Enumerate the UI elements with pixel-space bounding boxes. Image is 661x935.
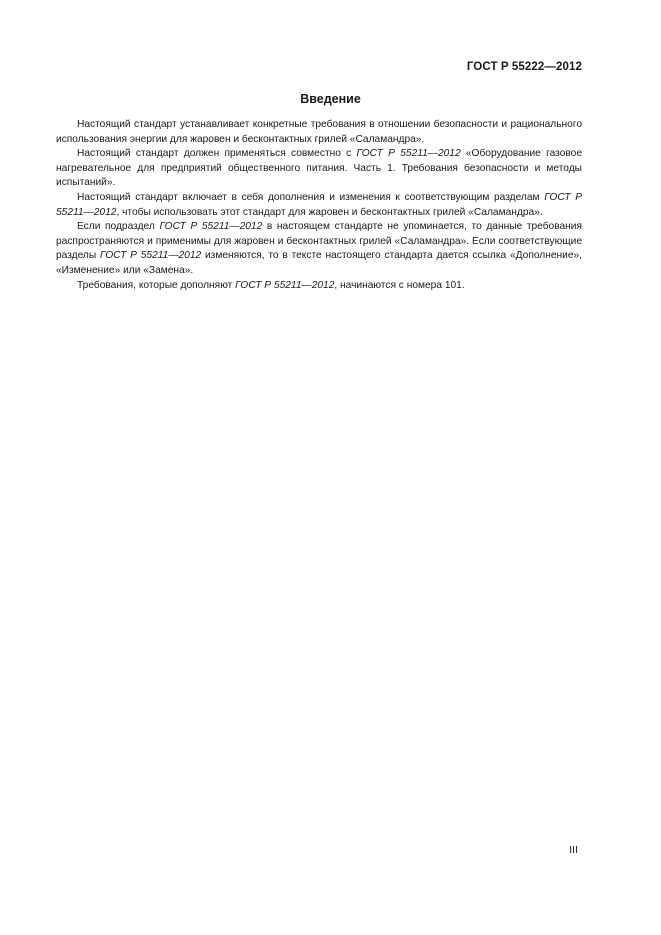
section-title: Введение (300, 92, 361, 106)
text-run: в настоящем стандарте не упоминается, то данные требования распространяются и применимы для жаровен и бесконтактных грилей «Саламандра». Если соответствующие разделы (56, 221, 582, 262)
paragraph (56, 220, 582, 278)
paragraph (56, 191, 582, 220)
text-run: «Оборудование газовое нагревательное для предприятий общественного питания. Часть 1. Требования безопасности и методы испытаний». (56, 148, 582, 189)
standard-reference: ГОСТ Р 55211—2012 (56, 191, 582, 218)
text-run: Требования, которые дополняют (77, 279, 236, 291)
text-run: , чтобы использовать этот стандарт для жаровен и бесконтактных грилей «Саламандра». (116, 206, 543, 218)
text-run: Настоящий стандарт должен применяться совместно с (77, 148, 357, 160)
text-run: Если подраздел (77, 221, 160, 233)
text-run: , начинаются с номера 101. (334, 279, 465, 291)
page-number: III (569, 844, 578, 856)
text-run: изменяются, то в тексте настоящего стандарта дается ссылка «Дополнение», «Изменение» или «Замена». (56, 250, 582, 276)
paragraph (56, 147, 582, 191)
standard-reference: ГОСТ Р 55211—2012 (100, 250, 202, 262)
text-run: Настоящий стандарт устанавливает конкретные требования в отношении безопасности и рационального использования энергии для жаровен и бесконтактных грилей «Саламандра». (56, 119, 582, 145)
introduction-body (56, 118, 582, 293)
text-run: Настоящий стандарт включает в себя дополнения и изменения к соответствующим разделам (77, 191, 545, 203)
document-code: ГОСТ Р 55222—2012 (466, 61, 582, 73)
paragraph (56, 279, 582, 294)
paragraph (56, 118, 582, 147)
standard-reference: ГОСТ Р 55211—2012 (356, 148, 461, 160)
standard-reference: ГОСТ Р 55211—2012 (235, 279, 335, 291)
standard-reference: ГОСТ Р 55211—2012 (159, 221, 263, 233)
